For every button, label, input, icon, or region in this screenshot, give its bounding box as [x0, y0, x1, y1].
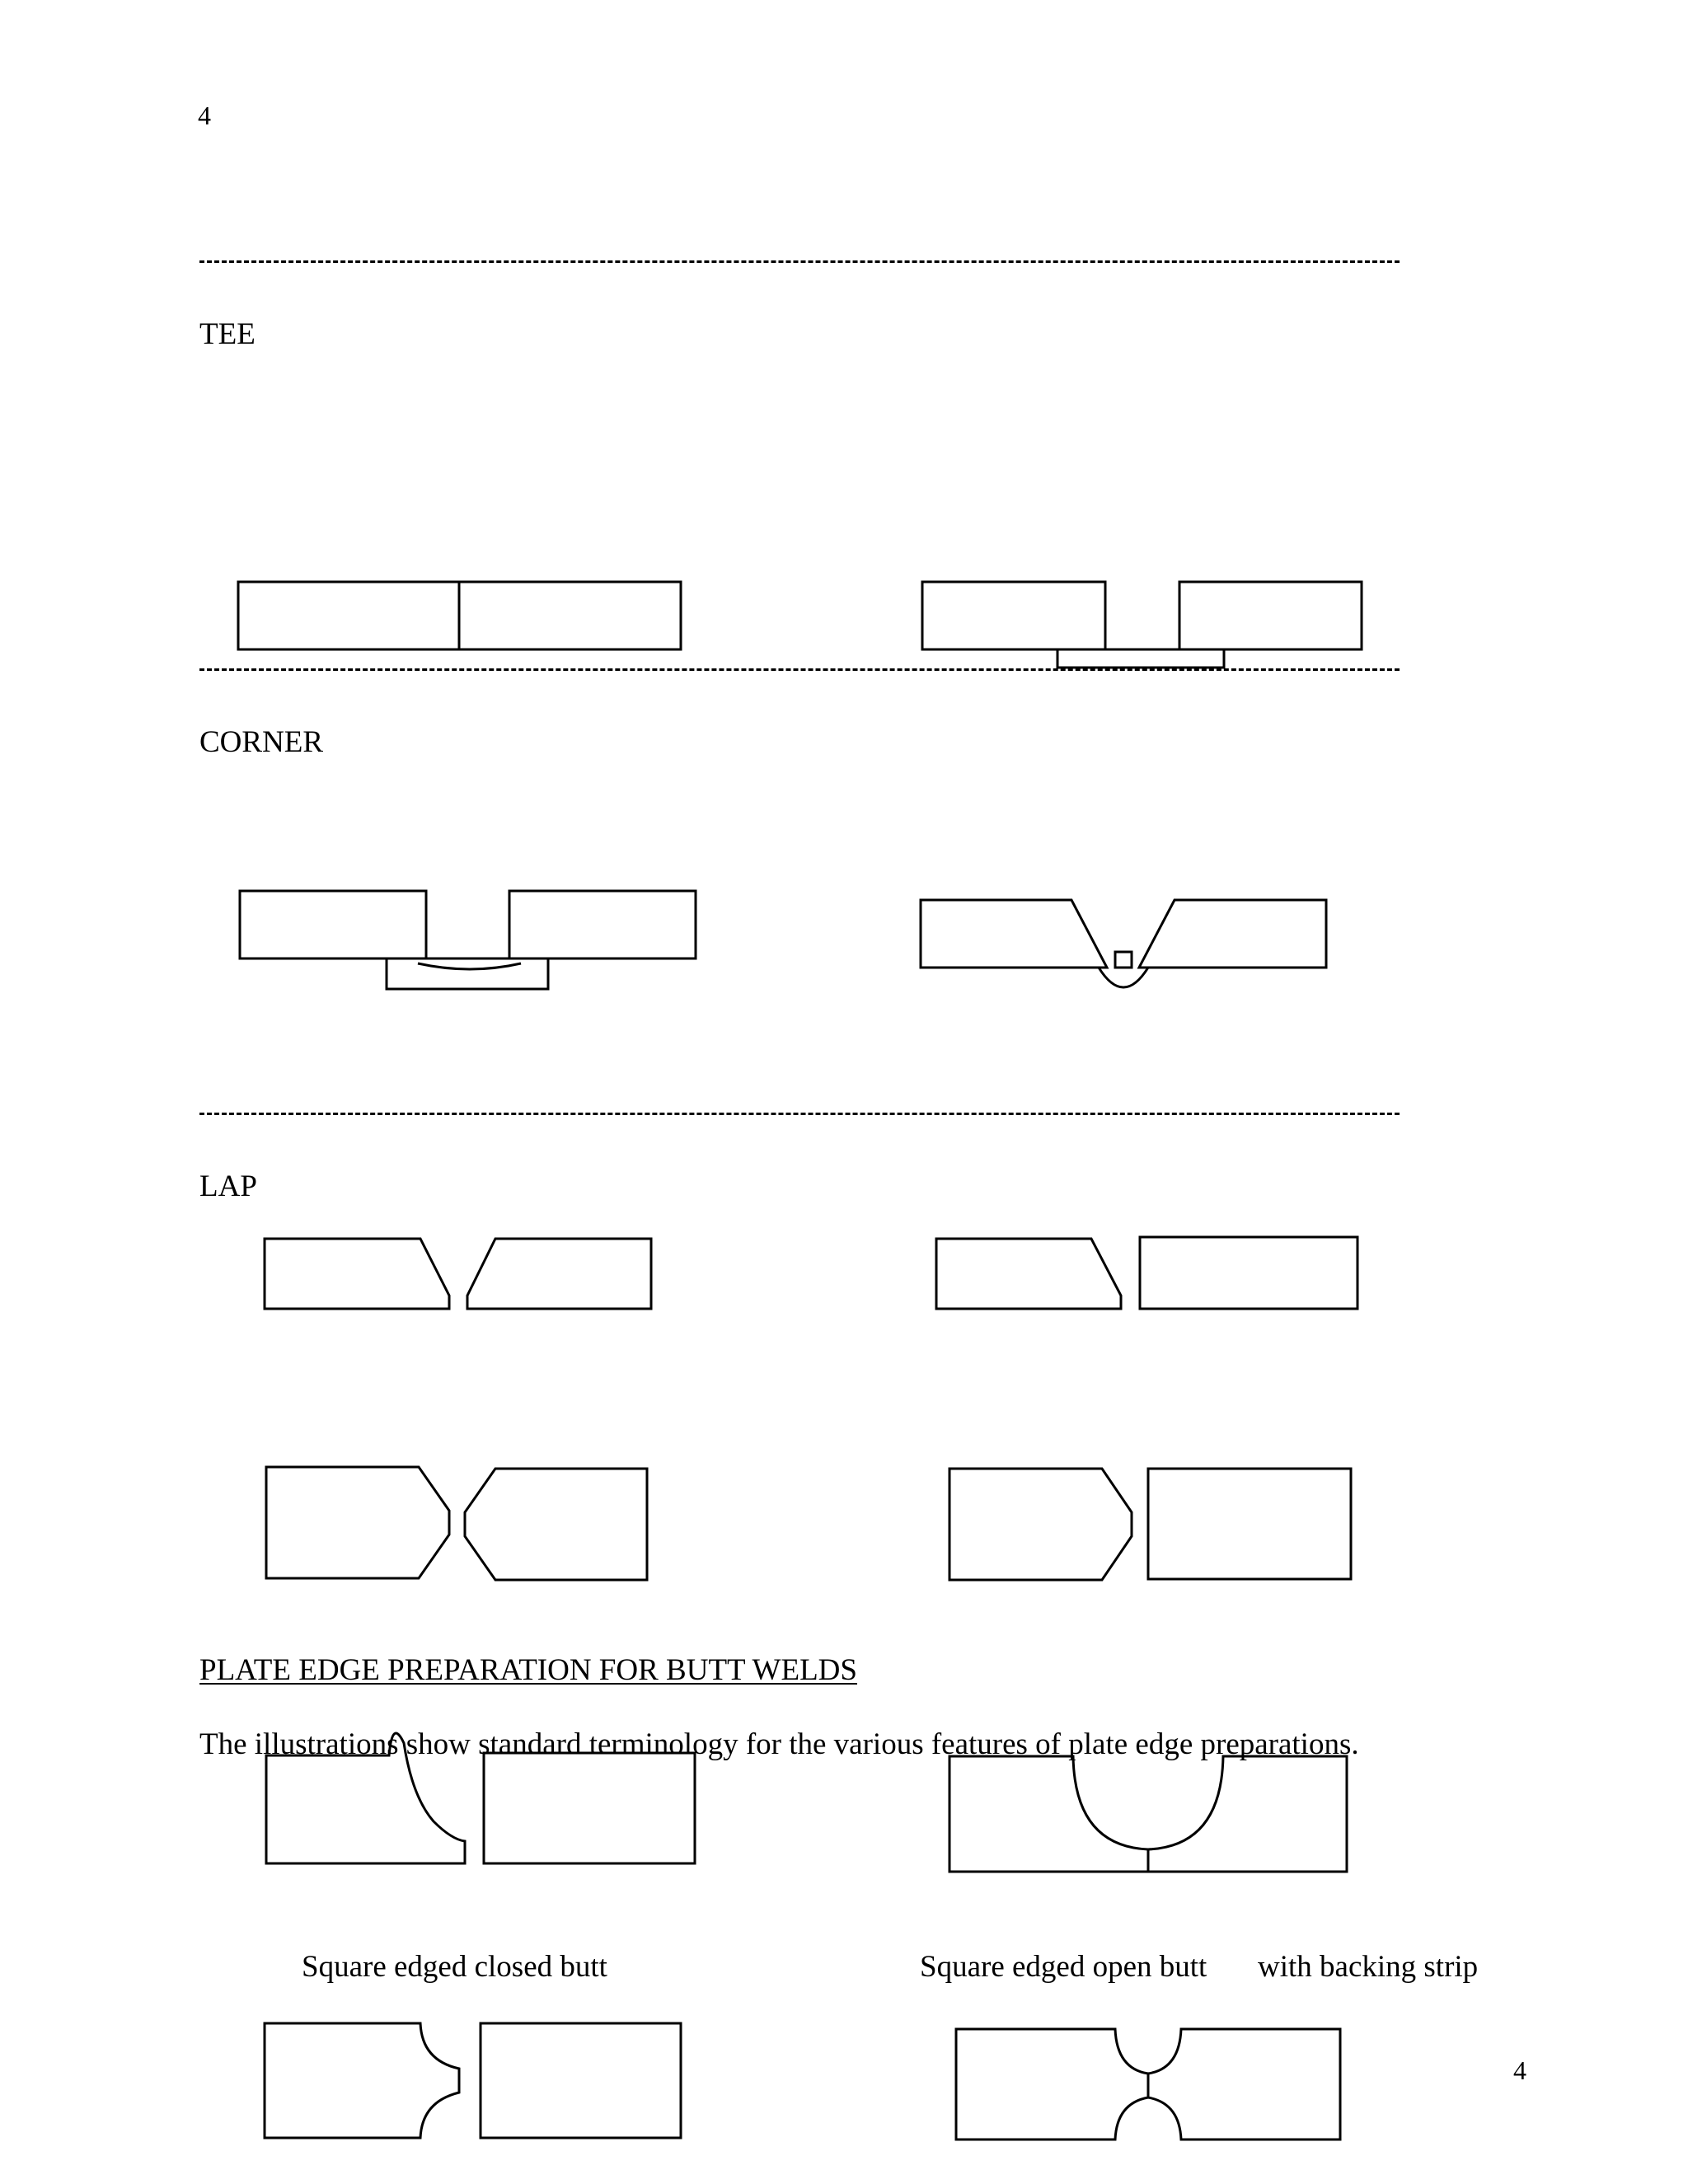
backing-strip: [1057, 649, 1224, 668]
diagram-lap-double-bevel: [950, 1469, 1351, 1580]
page-number-bottom: 4: [1513, 2055, 1526, 2085]
plate-right: [467, 1239, 651, 1309]
diagram-single-u: [950, 1756, 1347, 1872]
plate-square: [1148, 1469, 1351, 1579]
diagram-single-j: [266, 1733, 695, 1863]
heading-corner: CORNER: [199, 725, 324, 759]
page-number-top: 4: [198, 101, 211, 130]
plate-bevelled: [936, 1239, 1121, 1309]
plate-right: [1179, 582, 1362, 649]
caption-square-open: Square edged open butt: [920, 1950, 1207, 1984]
plate-left: [956, 2029, 1148, 2139]
plate-j-prepared: [266, 1733, 465, 1863]
plate-right: [1148, 1756, 1347, 1872]
plate-square: [481, 2023, 681, 2138]
plate-right: [509, 891, 696, 958]
caption-backing-strip: with backing strip: [1258, 1950, 1479, 1984]
heading-lap: LAP: [199, 1169, 257, 1203]
plate-left: [922, 582, 1105, 649]
plate-left: [266, 1467, 449, 1578]
plate-right: [459, 582, 681, 649]
plate-left: [921, 900, 1107, 968]
heading-tee: TEE: [199, 317, 256, 351]
diagram-lap-single-bevel: [936, 1237, 1357, 1309]
caption-square-closed: Square edged closed butt: [302, 1950, 607, 1984]
diagram-corner-backing-strip: [240, 891, 696, 989]
diagram-double-j: [265, 2023, 681, 2138]
root-face: [1115, 952, 1132, 968]
plate-square: [1140, 1237, 1357, 1309]
diagram-corner-single-v: [921, 900, 1326, 987]
backing-strip: [387, 958, 548, 989]
diagram-lap-double-v: [266, 1467, 647, 1580]
diagram-lap-single-v: [265, 1239, 651, 1309]
diagram-tee-closed-butt: [238, 582, 681, 649]
plate-edge-intro: The illustrations show standard terminology for the various features of plate edge preparations.: [199, 1727, 1359, 1761]
plate-right: [1139, 900, 1326, 968]
weld-bead: [418, 963, 521, 969]
plate-j-prepared: [265, 2023, 459, 2138]
diagram-tee-backing-strip: [922, 582, 1362, 668]
plate-left: [240, 891, 426, 958]
plate-left: [265, 1239, 449, 1309]
plate-square: [484, 1753, 695, 1863]
plate-right: [1148, 2029, 1340, 2139]
plate-bevelled: [950, 1469, 1132, 1580]
plate-right: [465, 1469, 647, 1580]
diagram-double-u: [956, 2029, 1340, 2139]
plate-left: [238, 582, 459, 649]
root-bead: [1099, 968, 1148, 987]
plate-left: [950, 1756, 1148, 1872]
plate-edge-title: PLATE EDGE PREPARATION FOR BUTT WELDS: [199, 1653, 857, 1687]
